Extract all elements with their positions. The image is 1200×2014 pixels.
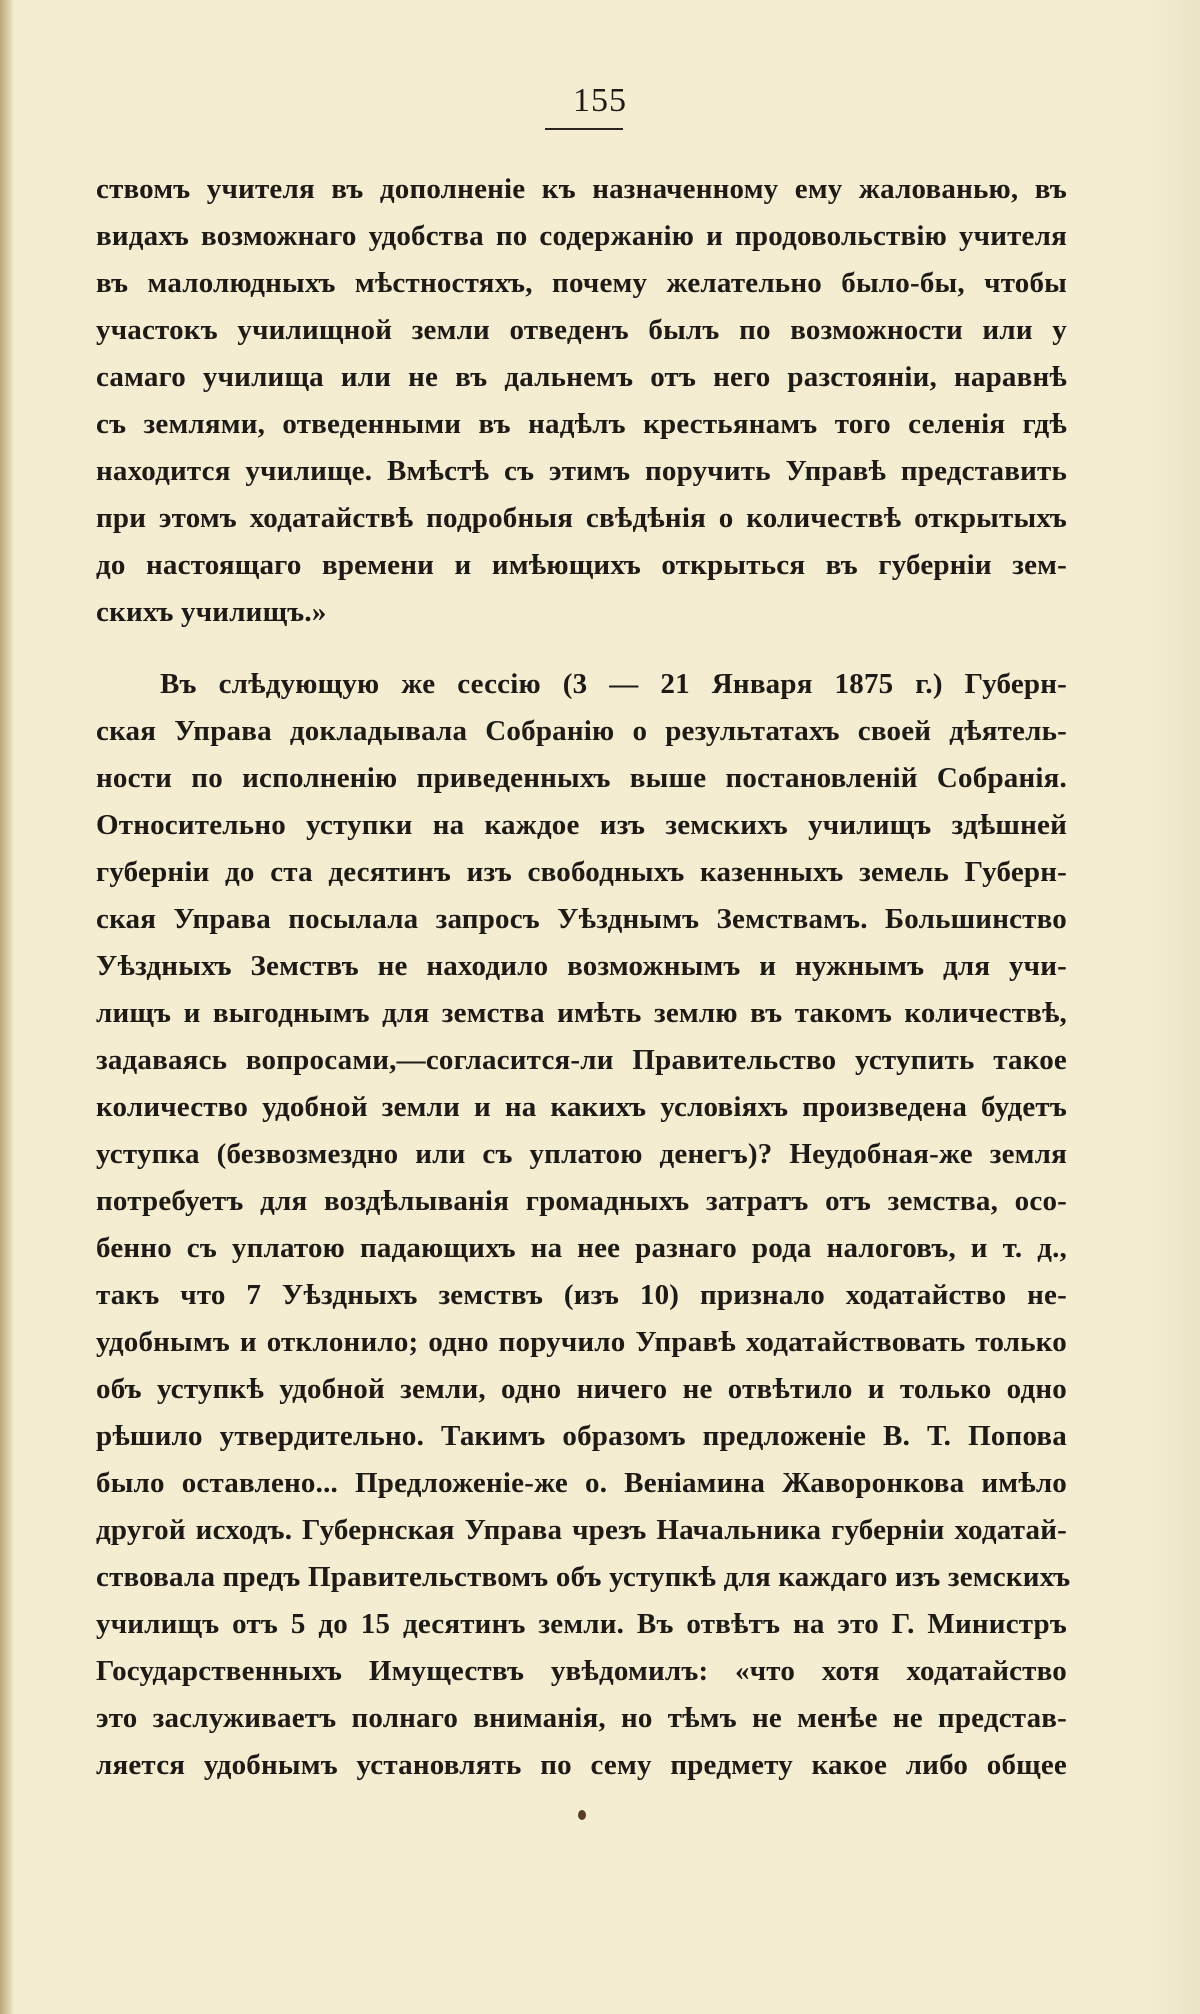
- text-line: съ землями, отведенными въ надѣлъ крестьянамъ того селенія гдѣ: [96, 408, 1067, 440]
- text-line: количество удобной земли и на какихъ условіяхъ произведена будетъ: [96, 1091, 1067, 1123]
- body-text: [96, 166, 1071, 1789]
- text-line: самаго училища или не въ дальнемъ отъ него разстояніи, наравнѣ: [96, 361, 1067, 393]
- page-edge-shadow: [0, 0, 14, 2014]
- text-line: такъ что 7 Уѣздныхъ земствъ (изъ 10) признало ходатайство не-: [96, 1279, 1067, 1311]
- paragraph-gap: [96, 636, 1067, 661]
- text-line: другой исходъ. Губернская Управа чрезъ Начальника губерніи ходатай-: [96, 1514, 1067, 1546]
- ink-dot: [578, 1810, 586, 1820]
- text-line: Уѣздныхъ Земствъ не находило возможнымъ и нужнымъ для учи-: [96, 950, 1067, 982]
- paragraph: [96, 661, 1071, 1789]
- text-line: губерніи до ста десятинъ изъ свободныхъ казенныхъ земель Губерн-: [96, 856, 1067, 888]
- page-number: 155: [573, 82, 627, 119]
- text-line: Въ слѣдующую же сессію (3 — 21 Января 1875 г.) Губерн-: [160, 668, 1067, 700]
- text-line: удобнымъ и отклонило; одно поручило Управѣ ходатайствовать только: [96, 1326, 1067, 1358]
- text-line: въ малолюдныхъ мѣстностяхъ, почему желательно было-бы, чтобы: [96, 267, 1067, 299]
- text-line: училищъ отъ 5 до 15 десятинъ земли. Въ отвѣтъ на это Г. Министръ: [96, 1608, 1067, 1640]
- paragraph: [96, 166, 1067, 636]
- text-line: при этомъ ходатайствѣ подробныя свѣдѣнія о количествѣ открытыхъ: [96, 502, 1067, 534]
- text-line: ствовала предъ Правительствомъ объ уступкѣ для каждаго изъ земскихъ: [96, 1561, 1071, 1593]
- text-line: было оставлено... Предложеніе-же о. Веніамина Жаворонкова имѣло: [96, 1467, 1067, 1499]
- text-line: находится училище. Вмѣстѣ съ этимъ поручить Управѣ представить: [96, 455, 1067, 487]
- text-line: объ уступкѣ удобной земли, одно ничего не отвѣтило и только одно: [96, 1373, 1067, 1405]
- text-line: ствомъ учителя въ дополненіе къ назначенному ему жалованью, въ: [96, 173, 1067, 205]
- text-line: участокъ училищной земли отведенъ былъ по возможности или у: [96, 314, 1067, 346]
- text-line: лищъ и выгоднымъ для земства имѣть землю въ такомъ количествѣ,: [96, 997, 1067, 1029]
- text-line: потребуетъ для воздѣлыванія громадныхъ затратъ отъ земства, осо-: [96, 1185, 1067, 1217]
- page-number-rule: [545, 128, 623, 130]
- text-line: до настоящаго времени и имѣющихъ открыться въ губерніи зем-: [96, 549, 1067, 581]
- text-line: Относительно уступки на каждое изъ земскихъ училищъ здѣшней: [96, 809, 1067, 841]
- text-line: видахъ возможнаго удобства по содержанію и продовольствію учителя: [96, 220, 1067, 252]
- text-line: ляется удобнымъ установлять по сему предмету какое либо общее: [96, 1749, 1067, 1781]
- text-line: ности по исполненію приведенныхъ выше постановленій Собранія.: [96, 762, 1067, 794]
- text-line: ская Управа посылала запросъ Уѣзднымъ Земствамъ. Большинство: [96, 903, 1067, 935]
- text-line: скихъ училищъ.»: [96, 596, 327, 628]
- text-line: ская Управа докладывала Собранію о результатахъ своей дѣятель-: [96, 715, 1067, 747]
- paper-tone: [1140, 0, 1200, 2014]
- text-line: это заслуживаетъ полнаго вниманія, но тѣмъ не менѣе не представ-: [96, 1702, 1067, 1734]
- text-line: рѣшило утвердительно. Такимъ образомъ предложеніе В. Т. Попова: [96, 1420, 1067, 1452]
- text-line: уступка (безвозмездно или съ уплатою денегъ)? Неудобная-же земля: [96, 1138, 1067, 1170]
- text-line: бенно съ уплатою падающихъ на нее разнаго рода налоговъ, и т. д.,: [96, 1232, 1067, 1264]
- text-line: Государственныхъ Имуществъ увѣдомилъ: «что хотя ходатайство: [96, 1655, 1067, 1687]
- text-line: задаваясь вопросами,—согласится-ли Правительство уступить такое: [96, 1044, 1067, 1076]
